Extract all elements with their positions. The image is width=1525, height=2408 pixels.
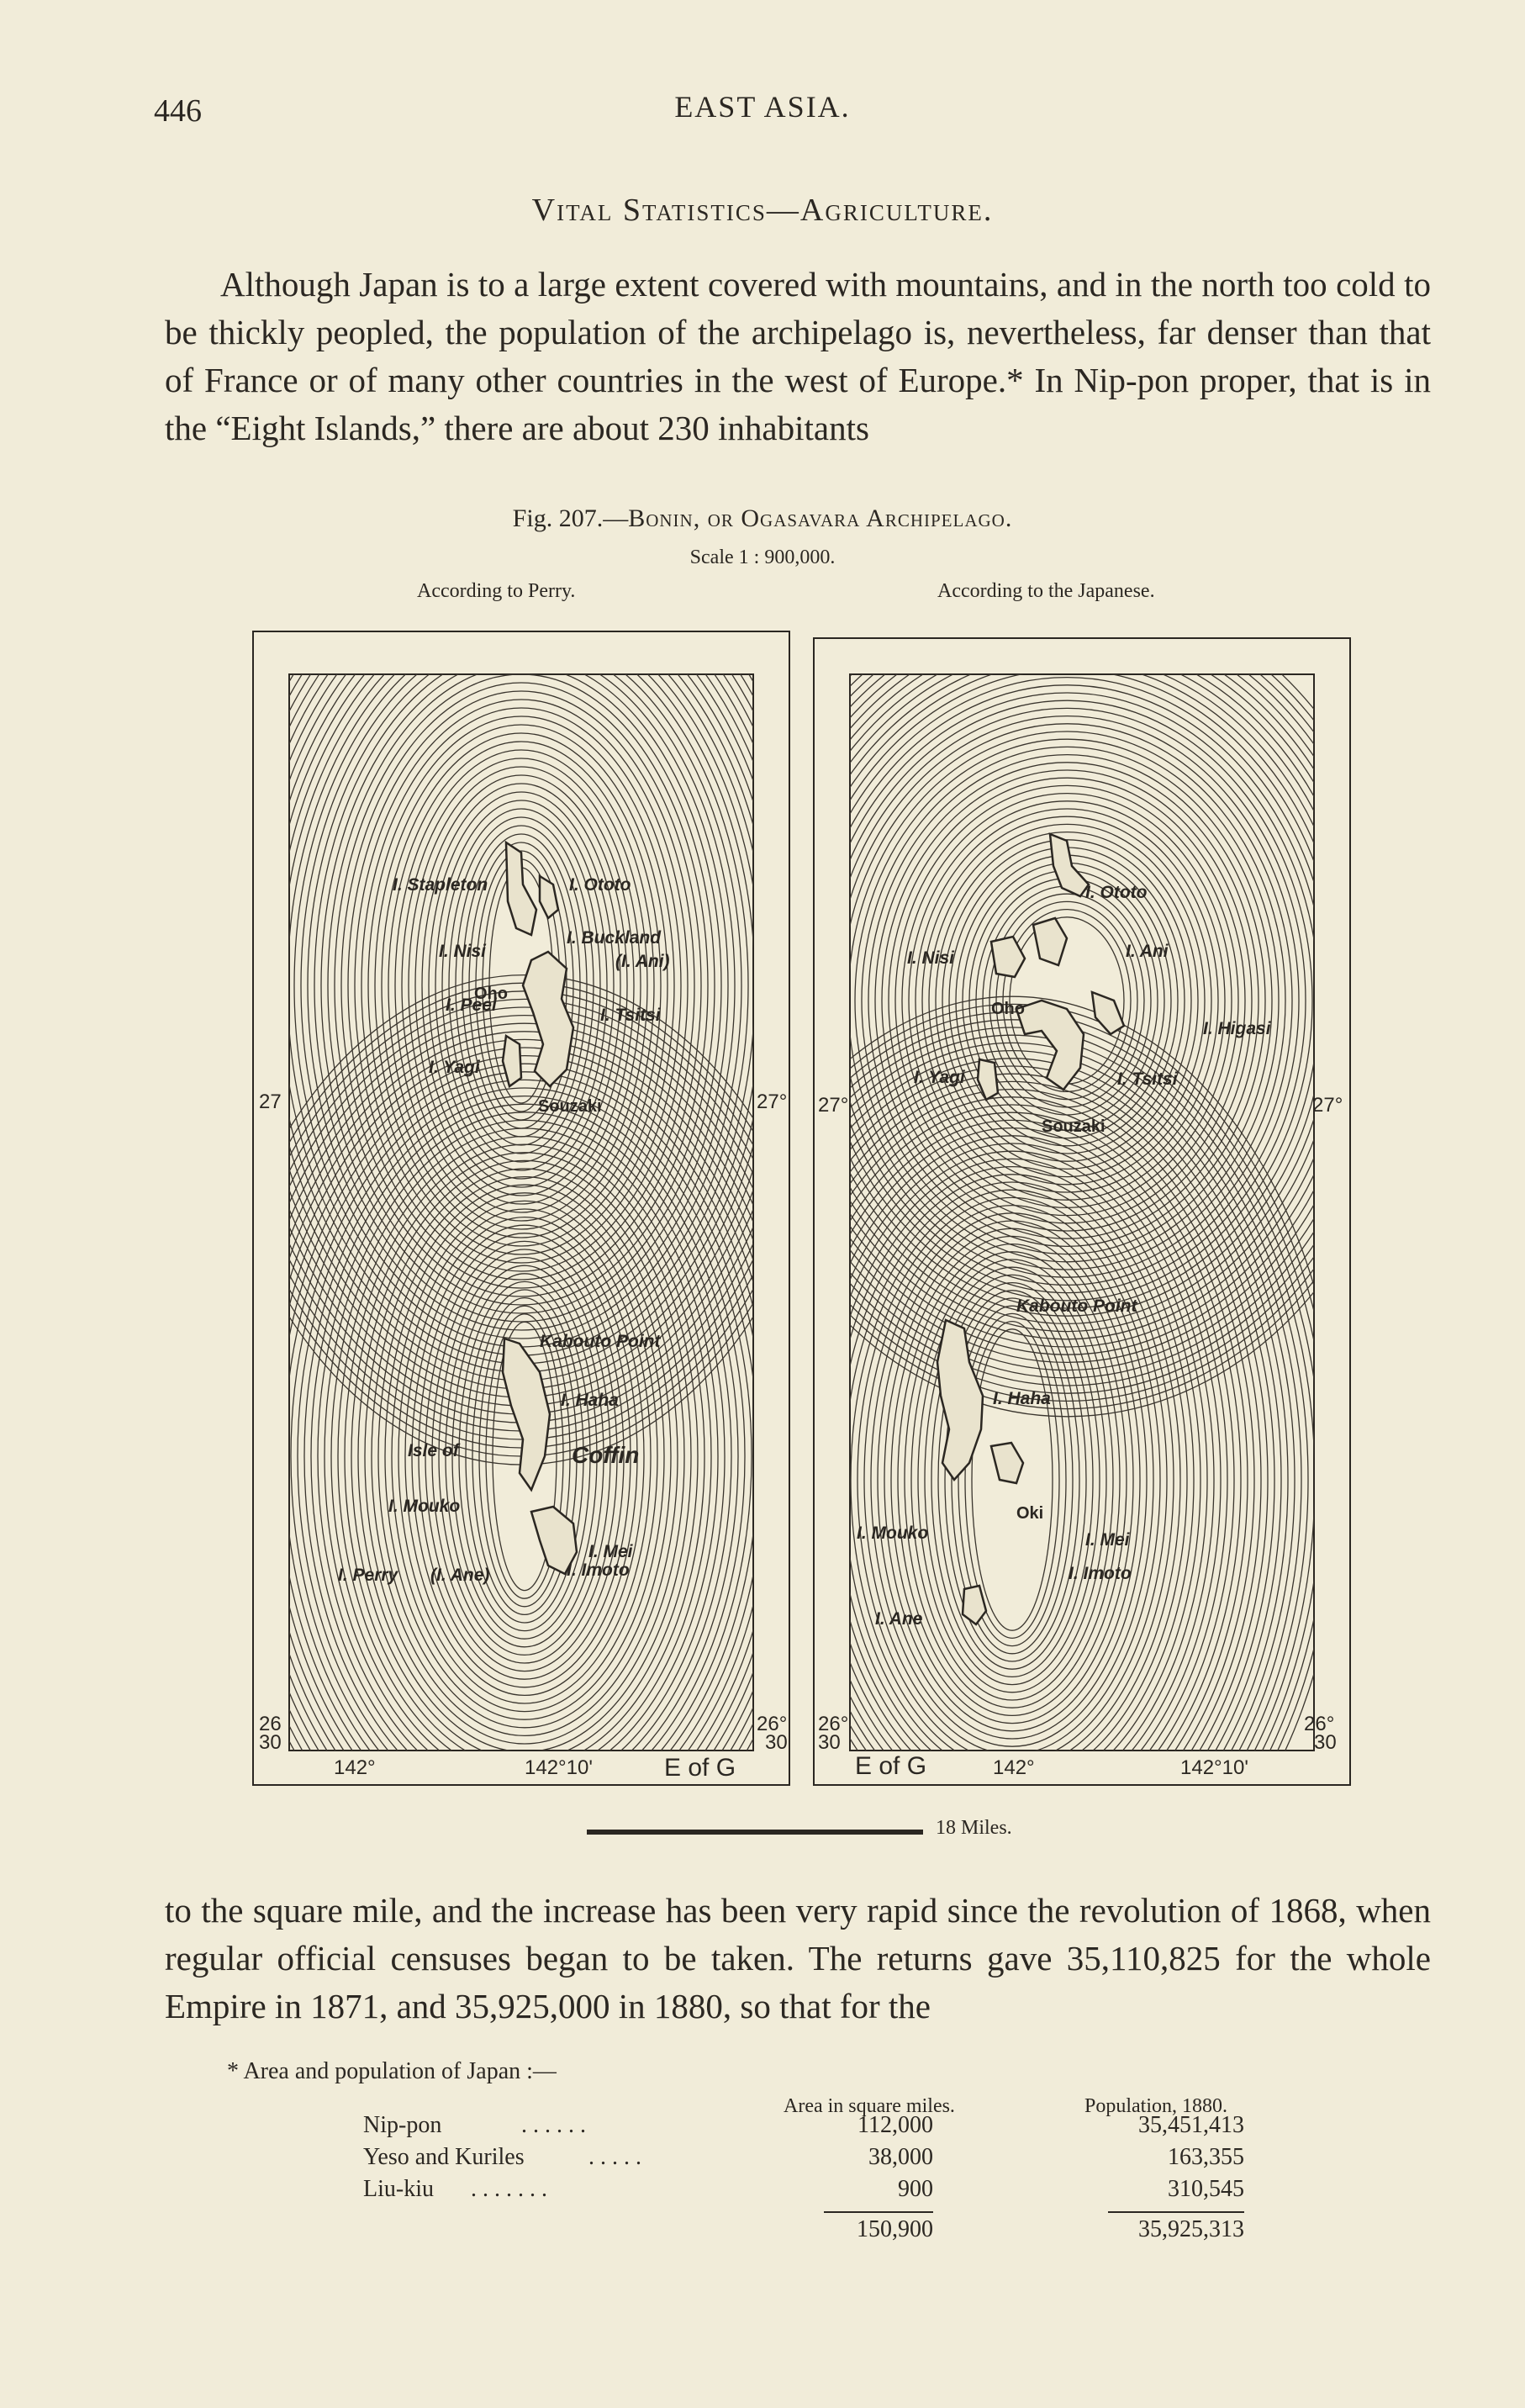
depth-contour [348, 691, 694, 1280]
perry-label-coffin: Coffin [572, 1442, 640, 1468]
perry-lon-142: 142° [334, 1756, 376, 1779]
figure-scale: Scale 1 : 900,000. [689, 547, 836, 568]
figure-title: Bonin, or Ogasavara Archipelago. [628, 504, 1013, 532]
island-shape [937, 1320, 983, 1480]
island-shape [1033, 918, 1067, 965]
jp-label-souzaki: Souzaki [1042, 1117, 1105, 1136]
map-japanese [813, 637, 1351, 1786]
perry-lat-left-27: 27 [259, 1090, 282, 1113]
depth-contour [254, 632, 789, 1439]
depth-contour [375, 725, 668, 1246]
footnote-row-leader: . . . . . . . [471, 2176, 547, 2202]
jp-label-tsitsi: I. Tsitsi [1117, 1069, 1178, 1089]
jp-lat-right-30: 30 [1314, 1731, 1337, 1754]
perry-label-haha: I. Haha [561, 1391, 619, 1410]
footnote-row-leader: . . . . . . [521, 2112, 586, 2138]
jp-label-mei: I. Mei [1085, 1530, 1130, 1550]
island-shape [503, 1036, 521, 1086]
running-head: EAST ASIA. [674, 90, 851, 124]
perry-label-souzaki: Souzaki [538, 1097, 602, 1116]
perry-label-ototo: I. Ototo [569, 875, 631, 895]
perry-label-peel: I. Peel [446, 995, 497, 1015]
island-shape [1092, 992, 1124, 1034]
depth-contour [254, 632, 789, 1423]
depth-contour [355, 700, 688, 1271]
perry-lat-right-30: 30 [765, 1731, 788, 1754]
jp-label-haha: I. Haha [993, 1389, 1051, 1408]
depth-contour [254, 632, 789, 1456]
depth-contour [261, 632, 782, 1389]
jp-lon-142-10: 142°10' [1180, 1756, 1248, 1779]
map-perry-drawing [254, 632, 789, 1784]
depth-contour [254, 632, 789, 1465]
footnote-row-name: Yeso and Kuriles [363, 2144, 525, 2170]
island-shape [1016, 1001, 1084, 1090]
map-perry [252, 631, 790, 1786]
perry-lat-right-27: 27° [757, 1090, 788, 1113]
footnote-row-name: Liu-kiu [363, 2176, 434, 2202]
depth-contour [294, 632, 748, 1347]
jp-label-oho: Oho [991, 1000, 1025, 1018]
jp-lon-142: 142° [993, 1756, 1035, 1779]
jp-lat-right-26: 26° [1304, 1713, 1335, 1735]
depth-contour [395, 750, 647, 1221]
jp-label-yagi: I. Yagi [914, 1068, 965, 1087]
perry-label-buckland: I. Buckland [567, 928, 662, 948]
footnote-row-area: 38,000 [868, 2144, 933, 2170]
perry-lat-left-30: 30 [259, 1731, 282, 1754]
paragraph-2: to the square mile, and the increase has been very rapid since the revolution of 1868, when regular official censuses began to be taken. The returns gave 35,110,825 for the whole Empire in 1871, and 35,925,000 in 1880, so that for the [165, 1891, 1431, 2025]
depth-contour [875, 763, 1259, 1238]
scale-bar-label: 18 Miles. [936, 1817, 1012, 1839]
footnote-row-pop: 35,451,413 [1138, 2112, 1244, 2138]
jp-label-ane: I. Ane [875, 1609, 923, 1629]
island-shape [991, 1443, 1023, 1483]
island-shape [523, 952, 573, 1086]
footnote-intro: * Area and population of Japan :— [227, 2058, 557, 2084]
depth-contour [815, 1120, 1234, 1784]
perry-label-yagi: I. Yagi [429, 1058, 480, 1077]
perry-label-mouko: I. Mouko [388, 1497, 461, 1516]
page-number: 446 [154, 93, 202, 129]
perry-label-tsitsi: I. Tsitsi [600, 1006, 661, 1025]
perry-label-stapleton: I. Stapleton [393, 875, 488, 895]
footnote-row-pop: 163,355 [1168, 2144, 1244, 2170]
perry-label-ani: (I. Ani) [615, 952, 670, 971]
island-shape [991, 937, 1025, 977]
jp-label-imoto: I. Imoto [1069, 1564, 1132, 1583]
section-title: Vital Statistics—Agriculture. [531, 193, 994, 228]
perry-label-ane: (I. Ane) [430, 1566, 490, 1585]
depth-contour [815, 996, 1342, 1784]
jp-label-oki: Oki [1016, 1504, 1044, 1523]
jp-label-nisi: I. Nisi [907, 948, 955, 968]
perry-lat-left-26: 26 [259, 1713, 282, 1735]
map-label-perry: According to Perry. [417, 580, 576, 602]
footnote-total-pop: 35,925,313 [1108, 2211, 1244, 2243]
depth-contour [815, 639, 1349, 1386]
perry-lat-right-26: 26° [757, 1713, 788, 1735]
jp-label-ototo: I. Ototo [1085, 883, 1148, 902]
perry-label-oho: Oho [474, 985, 508, 1003]
jp-lat-left-26: 26° [818, 1713, 849, 1735]
island-shape [540, 876, 558, 918]
footnote-row-name: Nip-pon [363, 2112, 442, 2138]
depth-contour [288, 632, 755, 1355]
depth-contour [828, 708, 1306, 1292]
perry-label-imoto: I. Imoto [567, 1560, 630, 1580]
footnote-row-area: 900 [898, 2176, 933, 2202]
jp-lat-left-30: 30 [818, 1731, 841, 1754]
perry-label-nisi: I. Nisi [439, 942, 487, 961]
jp-lat-left-27: 27° [818, 1094, 849, 1117]
perry-label-mei: I. Mei [588, 1542, 633, 1561]
figure-number: Fig. 207.— [512, 504, 629, 532]
footnote-total-area: 150,900 [824, 2211, 933, 2243]
figure-caption [0, 504, 1525, 533]
perry-label-perry: I. Perry [338, 1566, 398, 1585]
footnote-row-pop: 310,545 [1168, 2176, 1244, 2202]
island-shape [506, 842, 536, 935]
map-label-japanese: According to the Japanese. [937, 580, 1155, 602]
perry-meridian: E of G [664, 1754, 736, 1782]
jp-label-higasi: I. Higasi [1203, 1019, 1271, 1038]
depth-contour [855, 739, 1279, 1262]
footnote-col-pop: Population, 1880. [1084, 2095, 1228, 2117]
depth-contour [335, 674, 708, 1296]
perry-lon-142-10: 142°10' [525, 1756, 593, 1779]
jp-label-mouko: I. Mouko [857, 1523, 929, 1543]
jp-label-kabouto: Kabouto Point [1016, 1296, 1137, 1316]
map-japanese-drawing [815, 639, 1349, 1784]
depth-contour [368, 716, 674, 1254]
footnote-col-area: Area in square miles. [784, 2095, 955, 2117]
paragraph-1: Although Japan is to a large extent covered with mountains, and in the north too cold to be thickly peopled, the population of the archipelago is, nevertheless, far denser than that of France or of many other countries in the west of Europe.* In Nip-pon proper, that is in the “Eight Islands,” there are about 230 inhabitants [165, 265, 1431, 447]
jp-meridian: E of G [855, 1752, 927, 1780]
depth-contour [815, 669, 1339, 1331]
depth-contour [815, 678, 1332, 1324]
scale-bar [587, 1830, 923, 1835]
footnote-row-area: 112,000 [857, 2112, 933, 2138]
perry-label-kabouto: Kabouto Point [540, 1332, 661, 1351]
jp-label-ani: I. Ani [1126, 942, 1169, 961]
depth-contour [361, 708, 681, 1263]
jp-lat-right-27: 27° [1312, 1094, 1343, 1117]
footnote-row-leader: . . . . . [588, 2144, 641, 2170]
depth-contour [815, 1074, 1274, 1784]
island-shape [978, 1059, 998, 1100]
perry-label-isle-of: Isle of [408, 1441, 459, 1460]
